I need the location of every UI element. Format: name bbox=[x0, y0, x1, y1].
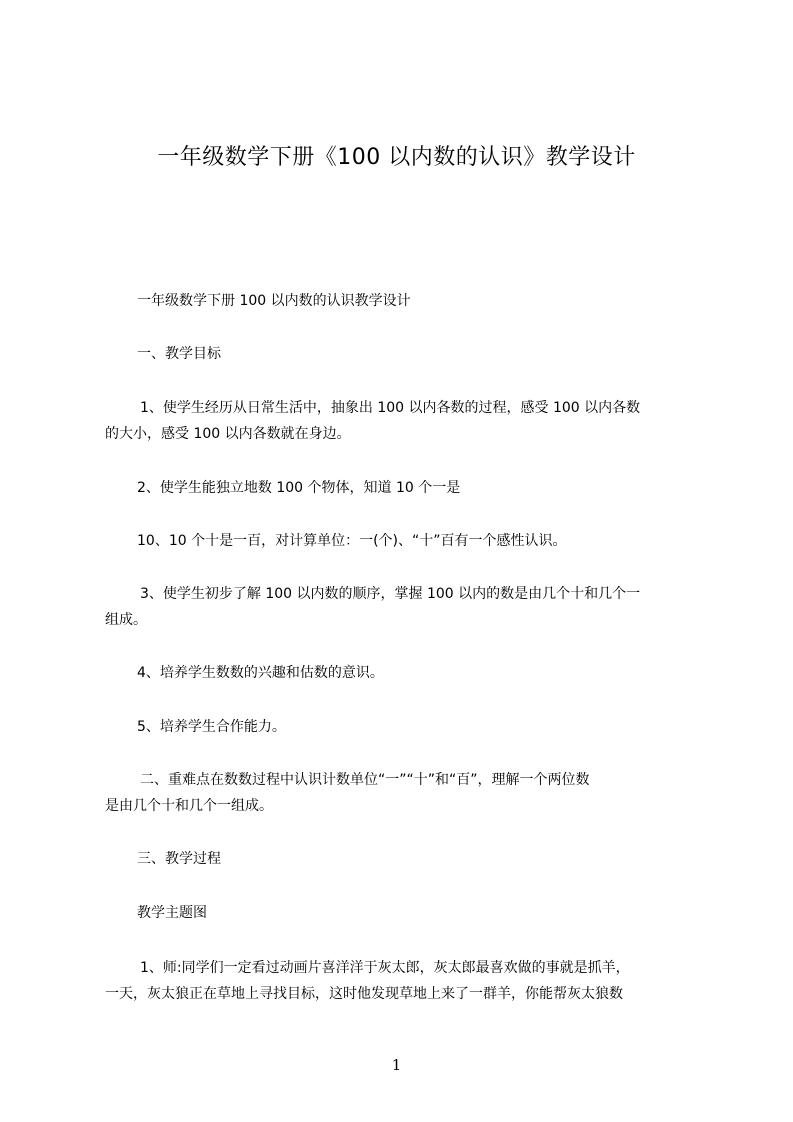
paragraph-line: 5、培养学生合作能力。 bbox=[137, 719, 286, 735]
paragraph-objective-5 bbox=[105, 714, 705, 740]
section-heading-key-points bbox=[105, 767, 705, 819]
section-heading-objectives bbox=[105, 341, 705, 367]
paragraph-line: 是由几个十和几个一组成。 bbox=[105, 798, 273, 814]
paragraph-line: 二、重难点在数数过程中认识计数单位“一”“十”和“百”，理解一个两位数 bbox=[140, 772, 590, 788]
page-number: 1 bbox=[391, 1056, 402, 1074]
paragraph-line: 的大小，感受 100 以内各数就在身边。 bbox=[105, 426, 351, 442]
paragraph-line: 1、师:同学们一定看过动画片喜洋洋于灰太郎，灰太郎最喜欢做的事就是抓羊， bbox=[140, 960, 630, 976]
paragraph-objective-3 bbox=[105, 581, 705, 633]
paragraph-process-1 bbox=[105, 955, 705, 1007]
paragraph-theme-image bbox=[105, 900, 705, 926]
paragraph-line: 1、使学生经历从日常生活中，抽象出 100 以内各数的过程，感受 100 以内各数 bbox=[140, 400, 641, 416]
document-title: 一年级数学下册《100 以内数的认识》教学设计 bbox=[157, 145, 636, 170]
paragraph-line: 4、培养学生数数的兴趣和估数的意识。 bbox=[137, 665, 384, 681]
paragraph-line: 三、教学过程 bbox=[137, 851, 221, 867]
paragraph-line: 一年级数学下册 100 以内数的认识教学设计 bbox=[137, 293, 411, 309]
paragraph-line: 教学主题图 bbox=[137, 905, 207, 921]
paragraph-line: 3、使学生初步了解 100 以内数的顺序，掌握 100 以内的数是由几个十和几个一 bbox=[140, 586, 641, 602]
paragraph-line: 2、使学生能独立地数 100 个物体，知道 10 个一是 bbox=[137, 480, 461, 496]
paragraph-objective-4 bbox=[105, 660, 705, 686]
paragraph-line: 10、10 个十是一百，对计算单位：一(个)、“十”百有一个感性认识。 bbox=[137, 533, 567, 549]
section-heading-process bbox=[105, 846, 705, 872]
paragraph-objective-1 bbox=[105, 395, 705, 447]
paragraph-line: 一、教学目标 bbox=[137, 346, 221, 362]
paragraph-objective-2 bbox=[105, 475, 705, 501]
paragraph-subtitle bbox=[105, 288, 705, 314]
paragraph-line: 一天，灰太狼正在草地上寻找目标，这时他发现草地上来了一群羊，你能帮灰太狼数 bbox=[105, 986, 623, 1002]
paragraph-line: 组成。 bbox=[105, 612, 147, 628]
paragraph-objective-2-cont bbox=[105, 528, 705, 554]
